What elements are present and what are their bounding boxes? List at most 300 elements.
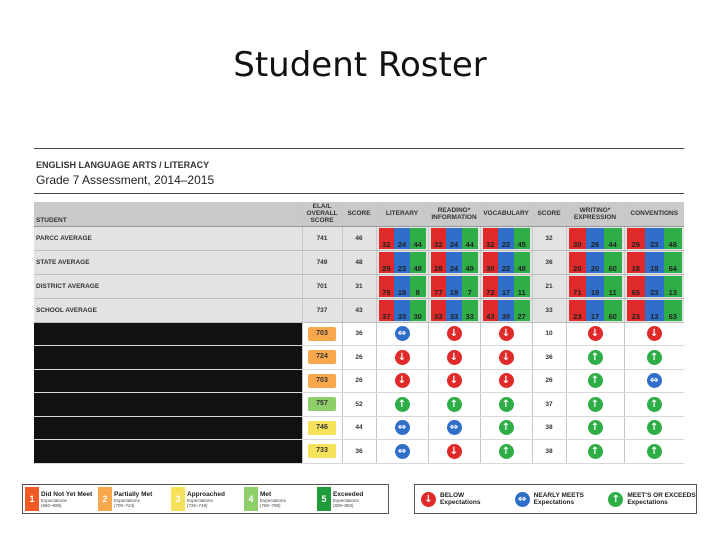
overall-score-badge: 733 [308,444,336,458]
below-pct: 30 [573,239,582,249]
student-name-redacted [34,322,302,346]
writing-score: 38 [532,440,566,464]
meets-arrow-icon: ↑ [447,397,462,412]
distribution-cell [566,274,624,298]
overall-score [302,346,342,370]
col-conventions: CONVENTIONS [624,202,684,226]
distribution-cell [624,298,684,322]
distribution-values [431,288,478,297]
distribution-values [483,312,530,321]
distribution-cell [566,298,624,322]
writing-score: 26 [532,369,566,393]
header-rule-bottom [34,193,684,194]
level-title: Exceeded [333,490,364,498]
distribution-cell [376,250,428,274]
below-pct: 23 [573,311,582,321]
overall-score-badge: 703 [308,327,336,341]
expression-status [566,346,624,370]
student-row[interactable] [34,322,684,346]
below-arrow-icon: ↓ [395,350,410,365]
distribution-values [483,288,530,297]
level-title: Approached [187,490,225,498]
level-range: (750–799) [260,502,281,508]
level-text [112,487,152,511]
distribution-bars [481,275,532,298]
below-arrow-icon: ↓ [421,492,436,507]
meets-pct: 44 [608,239,617,249]
below-pct: 33 [434,311,443,321]
nearly-pct: 17 [501,287,511,297]
level-number: 5 [317,487,331,511]
overall-score: 741 [302,226,342,250]
distribution-cell [624,250,684,274]
below-arrow-icon: ↓ [447,326,462,341]
level-subtitle: Expectations [260,497,286,503]
conventions-status [624,393,684,417]
reading-score: 48 [342,250,376,274]
average-label: SCHOOL AVERAGE [34,298,302,322]
status-key-subtitle: Expectations [440,499,481,506]
writing-score: 21 [532,274,566,298]
nearly-arrow-icon: ⇔ [395,444,410,459]
nearly-arrow-icon: ⇔ [515,492,530,507]
distribution-bars [429,251,480,274]
vocabulary-status [480,346,532,370]
reading-score: 52 [342,393,376,417]
distribution-values [431,264,478,273]
distribution-bars [567,275,624,298]
distribution-bars [567,227,624,250]
distribution-cell [480,226,532,250]
distribution-bars [481,299,532,322]
expression-status [566,393,624,417]
writing-score: 33 [532,298,566,322]
distribution-bars [625,251,685,274]
information-status [428,322,480,346]
distribution-bars [429,275,480,298]
below-pct: 18 [631,263,640,273]
conventions-status [624,346,684,370]
conventions-status [624,322,684,346]
nearly-pct: 30 [501,311,511,321]
distribution-bars [625,299,685,322]
below-pct: 75 [382,287,391,297]
student-row[interactable] [34,393,684,417]
col-vocabulary: VOCABULARY [480,202,532,226]
col-reading-group: READING* [437,206,471,214]
subject-heading: ENGLISH LANGUAGE ARTS / LITERACY [36,160,210,170]
distribution-bars [377,251,428,274]
meets-arrow-icon: ↑ [647,350,662,365]
information-status [428,393,480,417]
vocabulary-status [480,322,532,346]
distribution-cell [480,250,532,274]
col-student: STUDENT [34,202,302,226]
meets-arrow-icon: ↑ [588,397,603,412]
distribution-values [627,312,683,321]
expression-status [566,369,624,393]
below-pct: 23 [631,311,640,321]
below-arrow-icon: ↓ [588,326,603,341]
conventions-status [624,369,684,393]
distribution-values [627,264,683,273]
reading-score: 26 [342,346,376,370]
student-row[interactable] [34,369,684,393]
distribution-values [431,240,478,249]
distribution-bars [625,275,685,298]
nearly-pct: 22 [501,239,511,249]
student-name-redacted [34,346,302,370]
meets-pct: 45 [517,239,526,249]
below-arrow-icon: ↓ [447,373,462,388]
expression-status [566,440,624,464]
below-arrow-icon: ↓ [447,350,462,365]
status-key-title: BELOW [440,492,465,499]
status-key-title: NEARLY MEETS [533,492,584,499]
col-expression [566,202,624,226]
conventions-status [624,416,684,440]
distribution-bars [377,275,428,298]
distribution-values [379,312,426,321]
reading-score: 36 [342,322,376,346]
below-pct: 32 [486,239,495,249]
level-title: Did Not Yet Meet [41,490,93,498]
level-range: (725–749) [187,502,208,508]
distribution-bars [377,227,428,250]
level-subtitle: Expectations [41,497,67,503]
distribution-bars [567,299,624,322]
reading-score: 31 [342,274,376,298]
nearly-pct: 19 [590,287,600,297]
below-pct: 32 [434,239,443,249]
vocabulary-status [480,393,532,417]
meets-arrow-icon: ↑ [608,492,623,507]
nearly-pct: 18 [397,287,407,297]
writing-score: 37 [532,393,566,417]
distribution-bars [377,299,428,322]
level-number: 2 [98,487,112,511]
expression-status [566,416,624,440]
student-name-redacted [34,393,302,417]
level-legend-item [23,485,96,513]
level-title: Partially Met [114,490,153,498]
level-number: 4 [244,487,258,511]
status-key-item [415,485,509,513]
literary-status [376,440,428,464]
student-name-redacted [34,416,302,440]
meets-pct: 27 [517,311,526,321]
meets-arrow-icon: ↑ [499,420,514,435]
distribution-values [569,312,622,321]
reading-score: 26 [342,369,376,393]
col-expression-label: EXPRESSION [573,213,617,221]
distribution-cell [376,298,428,322]
level-number: 3 [171,487,185,511]
overall-score-badge: 746 [308,421,336,435]
distribution-bars [481,251,532,274]
nearly-pct: 17 [590,311,600,321]
meets-pct: 49 [465,263,474,273]
below-pct: 29 [631,239,640,249]
student-name-redacted [34,440,302,464]
meets-pct: 7 [467,287,472,297]
meets-arrow-icon: ↑ [647,420,662,435]
distribution-values [483,240,530,249]
information-status [428,416,480,440]
meets-pct: 60 [608,311,617,321]
writing-score: 32 [532,226,566,250]
below-pct: 30 [486,263,495,273]
overall-score-badge: 703 [308,374,336,388]
meets-arrow-icon: ↑ [395,397,410,412]
below-pct: 65 [631,287,640,297]
distribution-bars [567,251,624,274]
below-pct: 72 [486,287,495,297]
assessment-heading: Grade 7 Assessment, 2014–2015 [36,173,215,187]
below-arrow-icon: ↓ [395,373,410,388]
average-row [34,274,684,298]
distribution-bars [429,227,480,250]
level-subtitle: Expectations [114,497,140,503]
col-literary [376,202,428,226]
header-rule [34,148,684,149]
average-row [34,298,684,322]
col-overall: ELA/L OVERALL SCORE [302,202,342,226]
below-pct: 77 [434,287,443,297]
meets-pct: 30 [413,311,422,321]
slide-title: Student Roster [233,45,487,85]
writing-score: 36 [532,346,566,370]
vocabulary-status [480,369,532,393]
distribution-values [379,288,426,297]
status-key-text [440,492,480,506]
status-key-text [534,492,584,506]
meets-arrow-icon: ↑ [499,444,514,459]
reading-score: 44 [342,416,376,440]
performance-level-legend [22,484,389,514]
reading-score: 36 [342,440,376,464]
level-legend-item [169,485,242,513]
distribution-cell [624,274,684,298]
distribution-cell [480,298,532,322]
level-text [185,487,225,511]
level-range: (800–850) [333,502,354,508]
col-information-label: INFORMATION [431,213,477,221]
literary-status [376,369,428,393]
level-title: Met [260,490,272,498]
average-row [34,226,684,250]
nearly-pct: 22 [501,263,511,273]
distribution-cell [428,250,480,274]
nearly-pct: 26 [590,239,600,249]
status-key-title: MEET'S OR EXCEEDS [627,492,696,499]
distribution-cell [480,274,532,298]
nearly-arrow-icon: ⇔ [395,420,410,435]
level-range: (650–699) [41,502,62,508]
meets-pct: 11 [517,287,526,297]
col-writing-score: SCORE [532,202,566,226]
meets-pct: 63 [668,311,677,321]
reading-score: 46 [342,226,376,250]
nearly-pct: 33 [397,311,407,321]
vocabulary-status [480,416,532,440]
overall-score [302,322,342,346]
nearly-pct: 23 [397,263,407,273]
status-key-item [602,485,696,513]
overall-score [302,369,342,393]
distribution-values [431,312,478,321]
meets-arrow-icon: ↑ [647,444,662,459]
level-subtitle: Expectations [333,497,359,503]
below-arrow-icon: ↓ [499,326,514,341]
distribution-cell [428,226,480,250]
distribution-cell [428,298,480,322]
student-name-redacted [34,369,302,393]
overall-score: 737 [302,298,342,322]
student-row[interactable] [34,416,684,440]
meets-pct: 8 [415,287,420,297]
level-range: (700–724) [114,502,135,508]
distribution-cell [428,274,480,298]
distribution-cell [376,226,428,250]
average-row [34,250,684,274]
col-writing-group: WRITING* [579,206,611,214]
information-status [428,346,480,370]
below-pct: 43 [486,311,495,321]
overall-score-badge: 724 [308,350,336,364]
distribution-bars [429,299,480,322]
student-row[interactable] [34,346,684,370]
below-arrow-icon: ↓ [499,373,514,388]
literary-status [376,346,428,370]
nearly-pct: 24 [449,263,459,273]
information-status [428,440,480,464]
expression-status [566,322,624,346]
level-text [331,487,363,511]
nearly-pct: 33 [449,311,459,321]
overall-score: 749 [302,250,342,274]
nearly-arrow-icon: ⇔ [447,420,462,435]
distribution-bars [481,227,532,250]
meets-pct: 44 [465,239,474,249]
distribution-values [569,264,622,273]
overall-score [302,440,342,464]
distribution-values [569,288,622,297]
below-pct: 32 [382,239,391,249]
meets-pct: 13 [668,287,677,297]
below-pct: 71 [573,287,582,297]
level-text [258,487,286,511]
meets-pct: 48 [517,263,526,273]
distribution-values [483,264,530,273]
distribution-cell [376,274,428,298]
distribution-values [569,240,622,249]
distribution-cell [566,250,624,274]
literary-status [376,322,428,346]
distribution-values [379,240,426,249]
nearly-pct: 24 [397,239,407,249]
overall-score-badge: 757 [308,397,336,411]
conventions-status [624,440,684,464]
nearly-arrow-icon: ⇔ [395,326,410,341]
meets-arrow-icon: ↑ [588,350,603,365]
writing-score: 38 [532,416,566,440]
below-arrow-icon: ↓ [647,326,662,341]
col-reading-score: SCORE [342,202,376,226]
meets-arrow-icon: ↑ [588,373,603,388]
below-pct: 28 [434,263,443,273]
student-row[interactable] [34,440,684,464]
meets-arrow-icon: ↑ [588,444,603,459]
literary-status [376,416,428,440]
overall-score [302,393,342,417]
meets-arrow-icon: ↑ [588,420,603,435]
meets-pct: 48 [413,263,422,273]
nearly-pct: 19 [449,287,459,297]
average-label: DISTRICT AVERAGE [34,274,302,298]
level-number: 1 [25,487,39,511]
level-subtitle: Expectations [187,497,213,503]
below-pct: 20 [573,263,582,273]
below-pct: 29 [382,263,391,273]
nearly-pct: 24 [449,239,459,249]
distribution-cell [566,226,624,250]
status-key-subtitle: Expectations [627,499,668,506]
nearly-pct: 20 [590,263,600,273]
nearly-pct: 18 [650,263,659,273]
meets-pct: 64 [668,263,677,273]
information-status [428,369,480,393]
reading-score: 43 [342,298,376,322]
meets-pct: 11 [608,287,617,297]
level-legend-item [242,485,315,513]
nearly-pct: 13 [650,311,659,321]
meets-arrow-icon: ↑ [499,397,514,412]
header-row [34,202,684,226]
distribution-cell [624,226,684,250]
meets-arrow-icon: ↑ [647,397,662,412]
distribution-values [379,264,426,273]
overall-score [302,416,342,440]
literary-status [376,393,428,417]
writing-score: 10 [532,322,566,346]
average-label: STATE AVERAGE [34,250,302,274]
meets-pct: 60 [608,263,617,273]
below-pct: 37 [382,311,391,321]
average-label: PARCC AVERAGE [34,226,302,250]
nearly-arrow-icon: ⇔ [647,373,662,388]
level-text [39,487,92,511]
roster-table [34,202,684,464]
level-legend-item [96,485,169,513]
meets-pct: 48 [668,239,677,249]
writing-score: 36 [532,250,566,274]
below-arrow-icon: ↓ [447,444,462,459]
student-roster-report [34,148,684,458]
status-key-legend [414,484,697,514]
status-key-subtitle: Expectations [533,499,575,506]
distribution-values [627,288,683,297]
meets-pct: 44 [413,239,422,249]
distribution-bars [625,227,685,250]
status-key-item [509,485,603,513]
overall-score: 701 [302,274,342,298]
level-legend-item [315,485,388,513]
nearly-pct: 23 [650,287,659,297]
distribution-values [627,240,683,249]
status-key-text [627,492,695,506]
below-arrow-icon: ↓ [499,350,514,365]
